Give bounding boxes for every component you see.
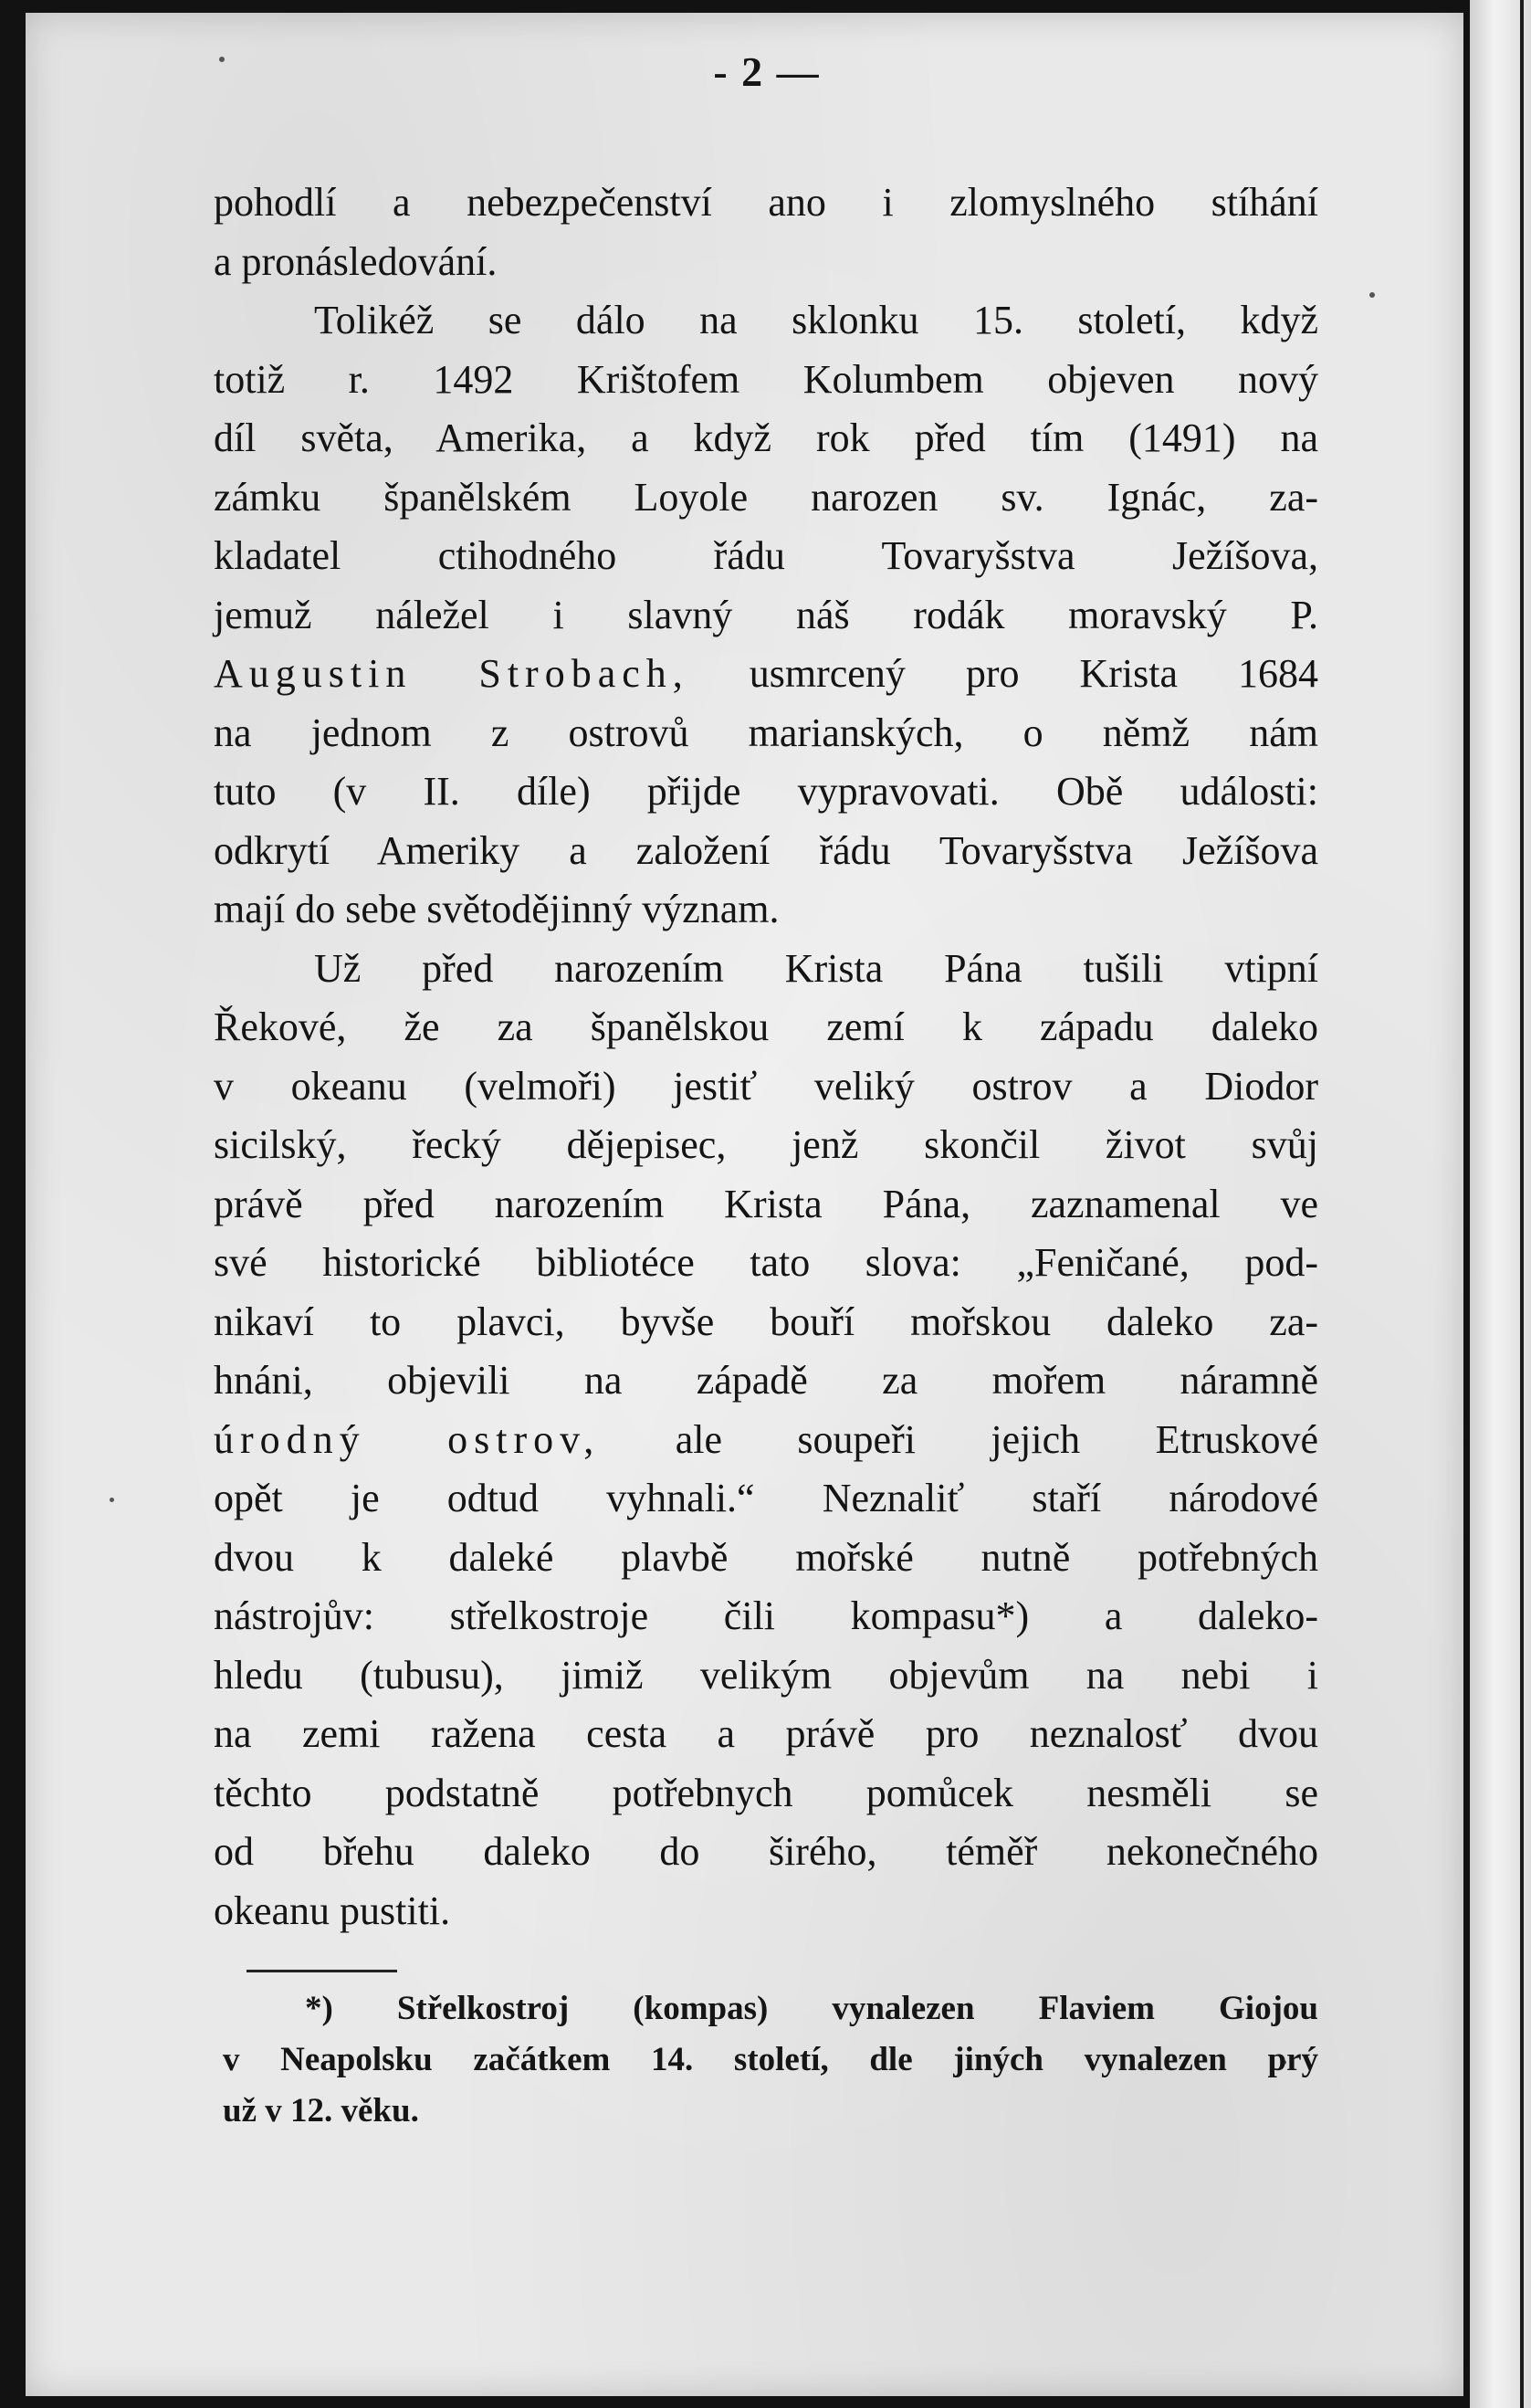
text-line: zámku španělském Loyole narozen sv. Ignác, za- bbox=[214, 474, 1318, 520]
text-line: od břehu daleko do širého, téměř nekonečného bbox=[214, 1829, 1318, 1874]
text-line: opět je odtud vyhnali.“ Neznaliť staří národové bbox=[214, 1476, 1318, 1520]
text-line: na jednom z ostrovů marianských, o němž nám bbox=[214, 710, 1318, 755]
text-line: hnáni, objevili na západě za mořem náramně bbox=[214, 1358, 1318, 1403]
text-line: odkrytí Ameriky a založení řádu Tovaryšstva Ježíšova bbox=[214, 827, 1318, 873]
text-line: totiž r. 1492 Krištofem Kolumbem objeven nový bbox=[214, 356, 1318, 402]
spaced-phrase: úrodný ostrov, bbox=[214, 1416, 601, 1462]
footnote-line: v Neapolsku začátkem 14. století, dle jiných vynalezen prý bbox=[223, 2041, 1318, 2078]
body-text bbox=[214, 174, 1318, 1940]
text-line: Tolikéž se dálo na sklonku 15. století, když bbox=[314, 298, 1318, 342]
page-edge bbox=[1470, 0, 1531, 2408]
speck bbox=[110, 1498, 114, 1502]
page-edge-line bbox=[1520, 0, 1524, 2408]
text-line: jemuž náležel i slavný náš rodák moravský P. bbox=[214, 592, 1318, 637]
footnote-line: už v 12. věku. bbox=[223, 2092, 419, 2129]
footnote-rule bbox=[246, 1970, 397, 1972]
text-line-rest: usmrcený pro Krista 1684 bbox=[749, 651, 1318, 696]
text-line: okeanu pustiti. bbox=[214, 1887, 451, 1933]
text-line: mají do sebe světodějinný význam. bbox=[214, 887, 780, 931]
text-line: a pronásledování. bbox=[214, 238, 498, 284]
footnote bbox=[223, 1983, 1318, 2137]
text-line: nástrojův: střelkostroje čili kompasu*) a daleko- bbox=[214, 1593, 1318, 1638]
text-line: sicilský, řecký dějepisec, jenž skončil život svůj bbox=[214, 1122, 1318, 1167]
text-line: díl světa, Amerika, a když rok před tím (1491) na bbox=[214, 415, 1318, 460]
speck bbox=[219, 57, 225, 62]
spaced-name: Augustin Strobach, bbox=[214, 651, 689, 696]
text-line: právě před narozením Krista Pána, zaznamenal ve bbox=[214, 1181, 1318, 1226]
text-line: pohodlí a nebezpečenství ano i zlomyslného stíhání bbox=[214, 180, 1318, 225]
text-line: kladatel ctihodného řádu Tovaryšstva Ježíšova, bbox=[214, 533, 1318, 578]
text-line-rest: ale soupeři jejich Etruskové bbox=[675, 1416, 1319, 1462]
text-line: Řekové, že za španělskou zemí k západu daleko bbox=[214, 1004, 1318, 1049]
text-line bbox=[214, 645, 1318, 704]
footnote-line: *) Střelkostroj (kompas) vynalezen Flaviem Giojou bbox=[305, 1990, 1318, 2027]
text-line: dvou k daleké plavbě mořské nutně potřebných bbox=[214, 1534, 1318, 1580]
text-line: v okeanu (velmoři) jestiť veliký ostrov a Diodor bbox=[214, 1063, 1318, 1109]
text-line: těchto podstatně potřebnych pomůcek nesměli se bbox=[214, 1770, 1318, 1815]
text-line: Už před narozením Krista Pána tušili vtipní bbox=[314, 945, 1318, 991]
text-line: hledu (tubusu), jimiž velikým objevům na nebi i bbox=[214, 1652, 1318, 1698]
text-line: nikaví to plavci, byvše bouří mořskou daleko za- bbox=[214, 1299, 1318, 1344]
text-line: na zemi ražena cesta a právě pro neznalosť dvou bbox=[214, 1711, 1318, 1756]
text-line bbox=[214, 1411, 1318, 1470]
text-line: své historické bibliotéce tato slova: „Feničané, pod- bbox=[214, 1240, 1318, 1285]
speck bbox=[1369, 292, 1375, 298]
text-line: tuto (v II. díle) přijde vypravovati. Obě události: bbox=[214, 769, 1318, 814]
page-number: - 2 — bbox=[713, 48, 821, 95]
